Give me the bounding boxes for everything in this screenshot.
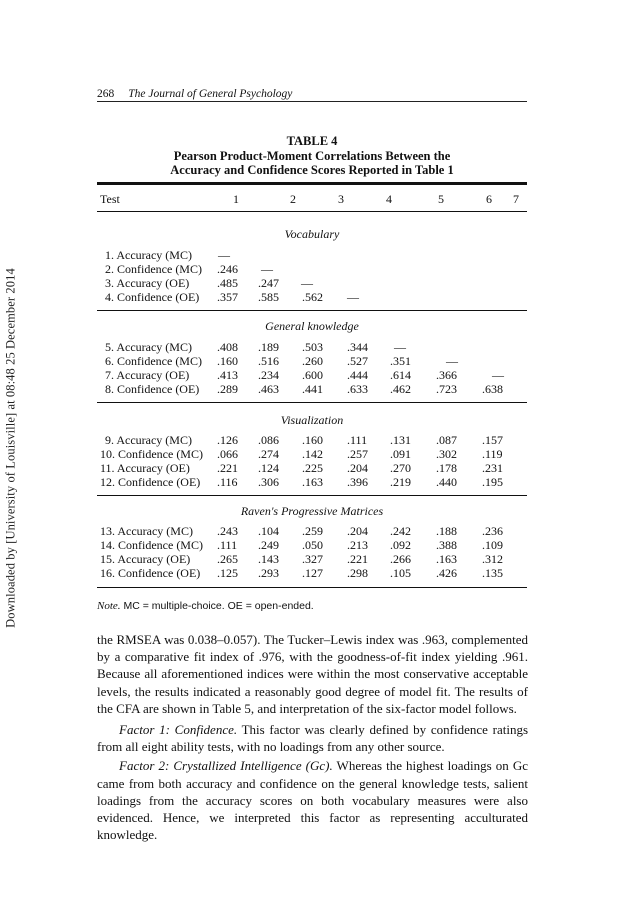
- table-row: 11. Accuracy (OE) .221 .124 .225 .204 .270 .178 .231: [100, 461, 503, 475]
- column-header-test: Test: [100, 192, 120, 206]
- table-row: 4. Confidence (OE) .357 .585 .562 —: [105, 290, 359, 304]
- table-header-rule: [97, 211, 527, 212]
- table-bottom-rule: [97, 587, 527, 588]
- running-head: [97, 88, 527, 102]
- body-paragraph: Factor 2: Crystallized Intelligence (Gc). Whereas the highest loadings on Gc came from both accuracy and confidence on the general knowledge tests, salient loadings from the accuracy scores on both vocabulary measures were also evidenced. Hence, we interpreted this factor as representing acculturated knowledge.: [97, 758, 528, 843]
- section-title-visualization: Visualization: [280, 413, 344, 427]
- section-divider: [97, 402, 527, 403]
- section-divider: [97, 495, 527, 496]
- section-title-vocabulary: Vocabulary: [284, 227, 340, 241]
- page-number: 268: [97, 88, 115, 100]
- column-header-6-visible: 6: [486, 192, 492, 206]
- table-row: 14. Confidence (MC) .111 .249 .050 .213 .092 .388 .109: [100, 538, 503, 552]
- table-title-line1: Pearson Product-Moment Correlations Between the: [173, 149, 451, 163]
- table-row: 7. Accuracy (OE) .413 .234 .600 .444 .614 .366 —: [105, 368, 504, 382]
- table-row: 3. Accuracy (OE) .485 .247 —: [105, 276, 313, 290]
- column-header-3: 3: [338, 192, 344, 206]
- table-row: 6. Confidence (MC) .160 .516 .260 .527 .351 —: [105, 354, 458, 368]
- table-note-text: MC = multiple-choice. OE = open-ended.: [120, 600, 314, 612]
- table-row: 10. Confidence (MC) .066 .274 .142 .257 .091 .302 .119: [100, 447, 503, 461]
- table-caption: [97, 134, 527, 177]
- column-header-2: 2: [290, 192, 296, 206]
- table-row: 8. Confidence (OE) .289 .463 .441 .633 .462 .723 .638: [105, 382, 503, 396]
- download-watermark-text: Downloaded by [University of Louisville] at 08:48 25 December 2014: [3, 268, 18, 628]
- download-watermark: [2, 258, 20, 638]
- section-title-ravens-matrices: Raven's Progressive Matrices: [240, 504, 384, 518]
- table-header-row: [97, 192, 527, 207]
- column-header-5: 5: [438, 192, 444, 206]
- table-top-rule: [97, 182, 527, 185]
- body-text: [97, 631, 528, 843]
- table-row: 15. Accuracy (OE) .265 .143 .327 .221 .266 .163 .312: [100, 552, 503, 566]
- table-number: TABLE 4: [286, 134, 338, 148]
- column-header-7: 7: [513, 192, 519, 206]
- table-title-line2: Accuracy and Confidence Scores Reported in Table 1: [170, 163, 454, 177]
- table-row: 13. Accuracy (MC) .243 .104 .259 .204 .242 .188 .236: [100, 524, 503, 538]
- column-header-1: 1: [233, 192, 239, 206]
- table-row: 12. Confidence (OE) .116 .306 .163 .396 .219 .440 .195: [100, 475, 503, 489]
- table-note: [97, 600, 314, 612]
- table-row: 5. Accuracy (MC) .408 .189 .503 .344 —: [105, 340, 406, 354]
- table-row: 16. Confidence (OE) .125 .293 .127 .298 .105 .426 .135: [100, 566, 503, 580]
- section-divider: [97, 310, 527, 311]
- table-note-label: Note.: [97, 600, 121, 612]
- body-paragraph: the RMSEA was 0.038–0.057). The Tucker–Lewis index was .963, complemented by a comparative fit index of .976, with the goodness-of-fit index yielding .961. Because all aforementioned indices were within the most conservative acceptable levels, the results indicated a reasonably good degree of model fit. The results of the CFA are shown in Table 5, and interpretation of the six-factor model follows.: [97, 632, 528, 716]
- column-header-4: 4: [386, 192, 392, 206]
- body-paragraph: Factor 1: Confidence. This factor was clearly defined by confidence ratings from all eight ability tests, with no loadings from any other source.: [97, 722, 529, 755]
- table-row: 1. Accuracy (MC) —: [105, 248, 230, 262]
- section-title-general-knowledge: General knowledge: [265, 319, 359, 333]
- table-row: 2. Confidence (MC) .246 —: [105, 262, 273, 276]
- table-row: 9. Accuracy (MC) .126 .086 .160 .111 .131 .087 .157: [105, 433, 503, 447]
- journal-title: The Journal of General Psychology: [128, 88, 293, 100]
